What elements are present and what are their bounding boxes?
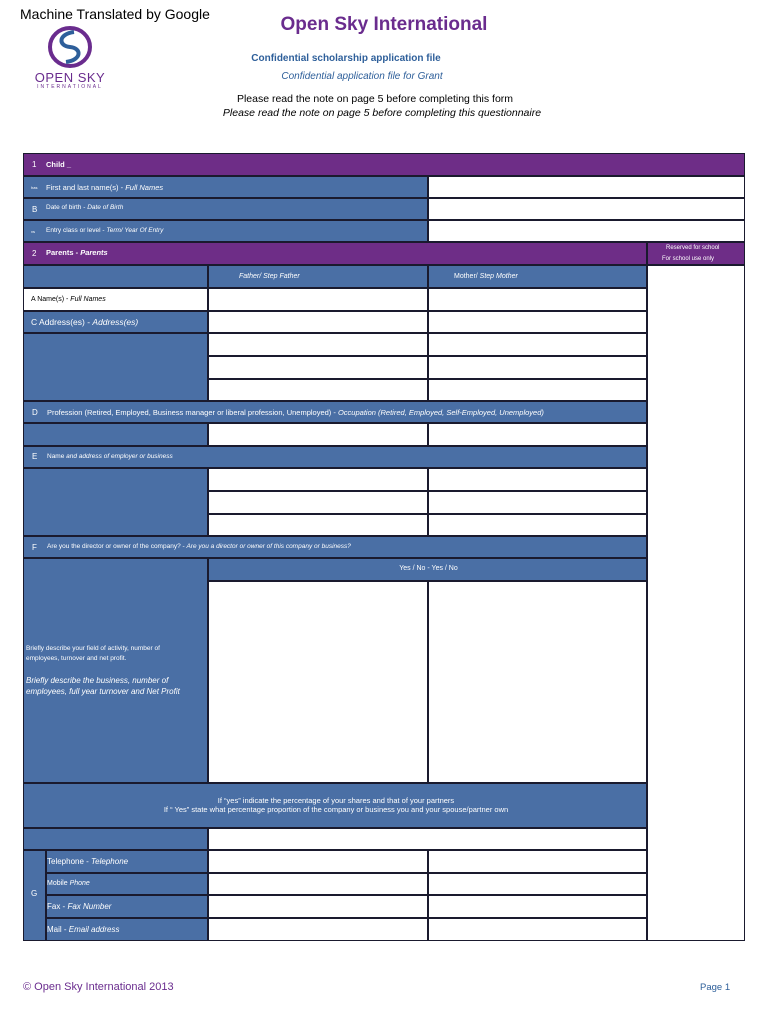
section-1-header [23, 153, 745, 176]
business-description-en-line-1: Briefly describe the business, number of [26, 676, 169, 685]
mother-column-label-en: Step Mother [477, 273, 518, 280]
father-name-input[interactable] [208, 288, 428, 311]
mother-employer-input-3[interactable] [428, 514, 647, 536]
employer-header [23, 446, 647, 468]
section-2-header [23, 242, 647, 265]
row-key-e: E [32, 452, 38, 461]
father-business-description-input[interactable] [208, 581, 428, 783]
mother-address-input-1[interactable] [428, 311, 647, 333]
child-entry-label-cell [23, 220, 428, 242]
row-key-g: G [31, 889, 38, 898]
shares-input[interactable] [208, 828, 647, 850]
logo-subtitle: INTERNATIONAL [37, 84, 103, 90]
child-dob-label-en: Date of Birth [87, 204, 124, 211]
mobile-label-cell [46, 873, 208, 895]
child-entry-label-en: Term/ Year Of Entry [106, 227, 164, 234]
parent-address-label: C Address(es) - [31, 317, 93, 327]
father-mobile-input[interactable] [208, 873, 428, 895]
section-1-title: Child _ [46, 160, 72, 169]
parent-names-label-cell [23, 288, 208, 311]
employer-spacer-cell [23, 468, 208, 536]
director-label-en: Are you a director or owner of this company or business? [186, 543, 351, 550]
row-key-vs: vs [31, 229, 35, 234]
father-employer-input-1[interactable] [208, 468, 428, 491]
mother-column-label: Mother/ [454, 273, 478, 280]
director-header [23, 536, 647, 558]
row-key-has: has [31, 185, 38, 190]
mother-address-input-2[interactable] [428, 333, 647, 356]
school-use-column [647, 265, 745, 941]
fax-label-cell [46, 895, 208, 918]
business-description-en-line-2: employees, full year turnover and Net Profit [26, 687, 180, 696]
director-label: Are you the director or owner of the company? - [47, 543, 187, 550]
mother-employer-input-2[interactable] [428, 491, 647, 514]
child-entry-label: Entry class or level - [46, 227, 107, 234]
subtitle: Confidential scholarship application file [251, 53, 441, 64]
father-column-header [208, 265, 428, 288]
parent-names-label: A Name(s) - [31, 296, 71, 303]
mobile-label: Mobile [47, 880, 70, 887]
machine-translated-banner: Machine Translated by Google [20, 6, 210, 22]
reserved-label-en: For school use only [662, 256, 715, 262]
row-key-f: F [32, 543, 37, 552]
reserved-label: Reserved for school [666, 245, 720, 251]
telephone-label-cell [46, 850, 208, 873]
mother-email-input[interactable] [428, 918, 647, 941]
father-employer-input-2[interactable] [208, 491, 428, 514]
section-2-title: Parents - [46, 248, 81, 257]
parent-address-label-cell [23, 311, 208, 333]
mother-name-input[interactable] [428, 288, 647, 311]
business-description-label-cell [23, 558, 208, 783]
parents-blank-label-cell [23, 265, 208, 288]
instruction-note: Please read the note on page 5 before completing this form [236, 93, 514, 105]
profession-spacer-cell [23, 423, 208, 446]
mobile-label-en: Phone [69, 880, 90, 887]
contact-key-cell [23, 850, 46, 941]
shares-header [23, 783, 647, 828]
father-telephone-input[interactable] [208, 850, 428, 873]
father-address-input-3[interactable] [208, 356, 428, 379]
email-label-en: Email address [68, 925, 120, 934]
child-dob-input[interactable] [428, 198, 745, 220]
reserved-for-school-header [647, 242, 745, 265]
mother-employer-input-1[interactable] [428, 468, 647, 491]
mother-mobile-input[interactable] [428, 873, 647, 895]
mother-address-input-4[interactable] [428, 379, 647, 401]
father-employer-input-3[interactable] [208, 514, 428, 536]
email-label-cell [46, 918, 208, 941]
business-description-line-2: employees, turnover and net profit. [26, 655, 127, 662]
profession-header [23, 401, 647, 423]
yes-no-header [208, 558, 647, 581]
mother-fax-input[interactable] [428, 895, 647, 918]
employer-label: Name [47, 453, 65, 460]
father-email-input[interactable] [208, 918, 428, 941]
row-key-b: B [32, 205, 38, 214]
father-address-input-1[interactable] [208, 311, 428, 333]
shares-spacer-cell [23, 828, 208, 850]
child-entry-input[interactable] [428, 220, 745, 242]
fax-label: Fax - [47, 902, 68, 911]
mother-address-input-3[interactable] [428, 356, 647, 379]
employer-label-en: and address of employer or business [64, 453, 173, 460]
footer-copyright: © Open Sky International 2013 [23, 981, 174, 993]
row-key-d: D [32, 408, 38, 417]
section-1-number: 1 [32, 160, 37, 169]
mother-column-header [428, 265, 647, 288]
mother-telephone-input[interactable] [428, 850, 647, 873]
section-2-number: 2 [32, 249, 37, 258]
father-address-input-2[interactable] [208, 333, 428, 356]
application-form [23, 153, 745, 941]
mother-business-description-input[interactable] [428, 581, 647, 783]
child-name-label-en: Full Names [125, 183, 164, 192]
mother-profession-input[interactable] [428, 423, 647, 446]
fax-label-en: Fax Number [67, 902, 112, 911]
father-fax-input[interactable] [208, 895, 428, 918]
child-dob-label-cell [23, 198, 428, 220]
logo-name: OPEN SKY [34, 70, 106, 85]
child-name-input[interactable] [428, 176, 745, 198]
business-description-line-1: Briefly describe your field of activity, number of [26, 645, 160, 652]
footer-page-number: Page 1 [700, 982, 731, 993]
yes-no-label: Yes / No - Yes / No [399, 565, 458, 572]
instruction-note-english: Please read the note on page 5 before completing this questionnaire [222, 107, 542, 119]
subtitle-english: Confidential application file for Grant [281, 71, 443, 82]
section-2-title-en: Parents [80, 248, 108, 257]
father-column-label: Father/ Step Father [239, 273, 300, 280]
address-spacer-cell [23, 333, 208, 401]
child-dob-label: Date of birth - [46, 204, 88, 211]
child-name-label-cell [23, 176, 428, 198]
father-address-input-4[interactable] [208, 379, 428, 401]
telephone-label: Telephone - [47, 857, 92, 866]
shares-label: If “yes” indicate the percentage of your shares and that of your partners [217, 796, 455, 805]
parent-address-label-en: Address(es) [92, 317, 139, 327]
parent-names-label-en: Full Names [70, 296, 106, 303]
shares-label-en: If “ Yes” state what percentage proportion of the company or business you and your spouse/partner own [163, 805, 509, 814]
father-profession-input[interactable] [208, 423, 428, 446]
profession-label-en: Occupation (Retired, Employed, Self-Employed, Unemployed) [337, 408, 544, 417]
child-name-label: First and last name(s) - [46, 183, 126, 192]
page-title: Open Sky International [280, 14, 488, 35]
profession-label: Profession (Retired, Employed, Business manager or liberal profession, Unemployed) - [47, 408, 338, 417]
email-label: Mail - [47, 925, 69, 934]
telephone-label-en: Telephone [91, 857, 129, 866]
